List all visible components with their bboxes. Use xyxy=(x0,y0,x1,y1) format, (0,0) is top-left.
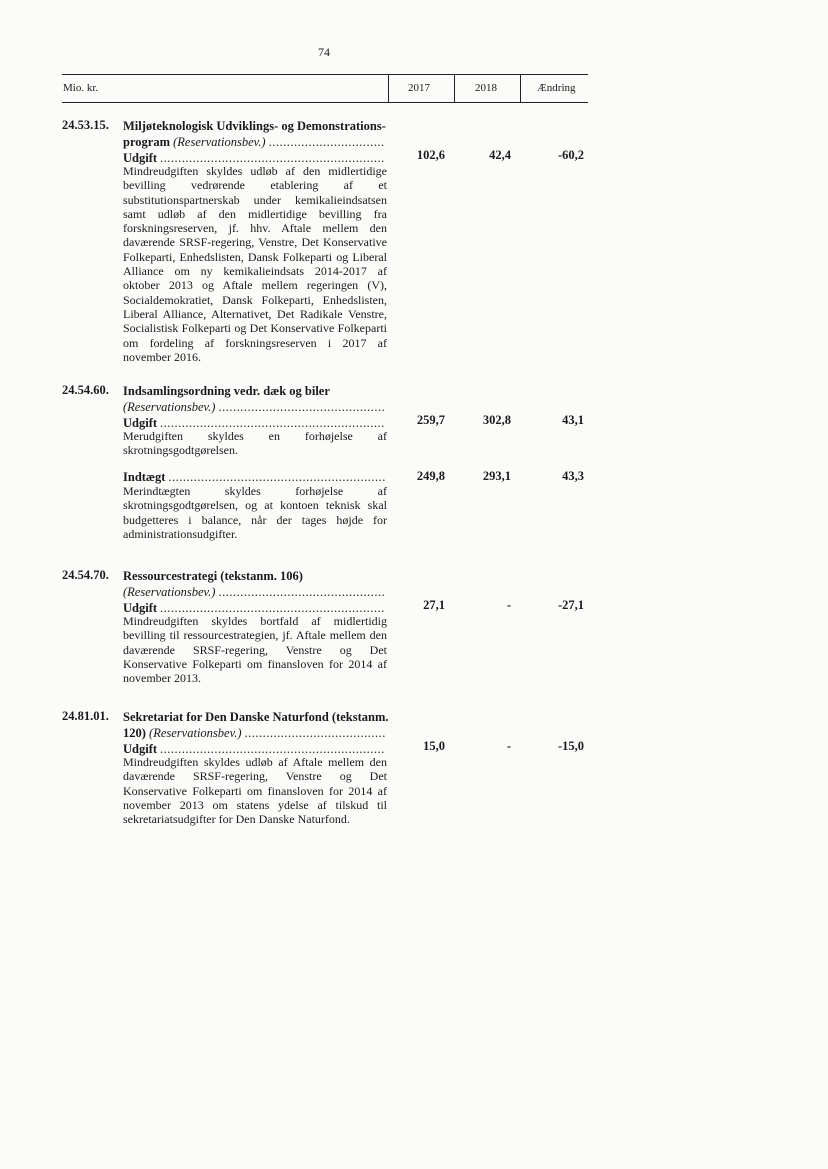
page-number: 74 xyxy=(318,45,330,59)
header-change: Ændring xyxy=(537,82,576,94)
entry-title-cont: 120) (Reservationsbev.) ..... xyxy=(123,725,385,741)
value-change: -15,0 xyxy=(557,739,584,753)
header-2018: 2018 xyxy=(475,82,497,94)
entry-title: Ressourcestrategi (tekstanm. 106) xyxy=(123,569,303,583)
value-2018: - xyxy=(506,598,511,612)
account-code: 24.54.60. xyxy=(62,383,109,397)
value-2018: 42,4 xyxy=(489,148,511,162)
value-2017: 15,0 xyxy=(423,739,445,753)
value-2018: 293,1 xyxy=(482,469,511,483)
line-label: Udgift ..... xyxy=(123,741,385,757)
explanation-text: Mindreudgiften skyldes udløb af den midlertidige bevilling vedrørende etablering af et substitutionspartnerskab under kemikalieindsatsen samt udløb af den midlertidige bevilling fra forskningsreserven, jf. hhv. Aftale mellem den daværende SRSF-regering, Venstre, Det Konservative Folkeparti, Enhedslisten, Dansk Folkeparti og Liberal Alliance om ny kemikalieindsats 2014-2017 af oktober 2013 og Aftale mellem regeringen (V), Socialdemokratiet, Dansk Folkeparti, Enhedslisten, Liberal Alliance, Alternativet, Det Radikale Venstre, Socialistisk Folkeparti og Det Konservative Folkeparti om fordeling af forskningsreserven i 2017 af november 2016. xyxy=(123,164,387,364)
line-label: Indtægt ..... xyxy=(123,469,385,485)
header-divider xyxy=(388,74,389,103)
value-change: -60,2 xyxy=(557,148,584,162)
header-divider xyxy=(454,74,455,103)
header-unit: Mio. kr. xyxy=(63,82,99,94)
header-2017: 2017 xyxy=(408,82,430,94)
header-divider xyxy=(520,74,521,103)
explanation-text: Mindreudgiften skyldes udløb af Aftale mellem den daværende SRSF-regering, Venstre og Det Konservative Folkeparti om finansloven for 2014 af november 2013 om statens ydelse af tilskud til sekretariatsudgifter for Den Danske Naturfond. xyxy=(123,755,387,827)
line-label: Udgift ..... xyxy=(123,600,385,616)
entry-title-cont: (Reservationsbev.) ..... xyxy=(123,584,385,600)
value-change: 43,1 xyxy=(562,413,584,427)
value-2017: 249,8 xyxy=(416,469,445,483)
value-2017: 102,6 xyxy=(416,148,445,162)
explanation-text: Merudgiften skyldes en forhøjelse af skrotningsgodtgørelsen. xyxy=(123,429,387,458)
entry-title: Indsamlingsordning vedr. dæk og biler xyxy=(123,384,330,398)
explanation-text: Merindtægten skyldes forhøjelse af skrotningsgodtgørelsen, og at kontoen teknisk skal budgetteres i balance, når der tages højde for administrationsudgifter. xyxy=(123,484,387,541)
value-2017: 27,1 xyxy=(423,598,445,612)
line-label: Udgift ..... xyxy=(123,415,385,431)
entry-title: Sekretariat for Den Danske Naturfond (tekstanm. xyxy=(123,710,389,724)
value-change: -27,1 xyxy=(557,598,584,612)
account-code: 24.54.70. xyxy=(62,568,109,582)
value-2017: 259,7 xyxy=(416,413,445,427)
value-2018: 302,8 xyxy=(482,413,511,427)
account-code: 24.81.01. xyxy=(62,709,109,723)
line-label: Udgift ..... xyxy=(123,150,385,166)
header-rule-top xyxy=(62,74,588,75)
table-header xyxy=(62,74,588,103)
explanation-text: Mindreudgiften skyldes bortfald af midlertidig bevilling til ressourcestrategien, jf. Aftale mellem den daværende SRSF-regering, Venstre og Det Konservative Folkeparti om finansloven for 2014 af november 2013. xyxy=(123,614,387,686)
entry-title-cont: (Reservationsbev.) ..... xyxy=(123,399,385,415)
value-2018: - xyxy=(506,739,511,753)
header-rule-bottom xyxy=(62,102,588,103)
value-change: 43,3 xyxy=(562,469,584,483)
entry-title-cont: program (Reservationsbev.) ..... xyxy=(123,134,385,150)
account-code: 24.53.15. xyxy=(62,118,109,132)
entry-title: Miljøteknologisk Udviklings- og Demonstrations- xyxy=(123,119,386,133)
